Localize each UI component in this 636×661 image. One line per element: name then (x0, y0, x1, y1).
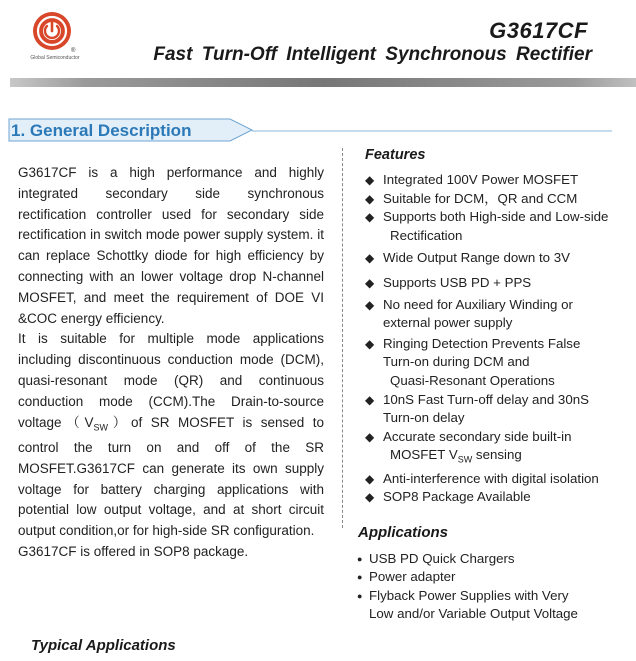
feature-item: ◆ Suitable for DCM，QR and CCM (365, 190, 633, 209)
application-item: ● USB PD Quick Chargers (357, 550, 632, 568)
column-divider (342, 148, 343, 528)
application-item: ● Flyback Power Supplies with Very Low and/or Variable Output Voltage (357, 587, 632, 624)
feature-item: ◆ Supports both High-side and Low-side Rectification (365, 208, 633, 245)
power-logo-icon (31, 10, 77, 54)
feature-item: ◆ No need for Auxiliary Winding or external power supply (365, 296, 633, 333)
description-paragraph-1: G3617CF is a high performance and highly integrated secondary side synchronous rectification controller used for secondary side rectification in switch mode power supply system. it can replace Schottky diode for high efficiency by connecting with an lower voltage drop N-channel MOSFET, and meet the requirement of DOE VI &COC energy efficiency. (18, 165, 324, 326)
feature-item: ◆ Wide Output Range down to 3V (365, 249, 633, 268)
logo-text: Global Semiconductor (30, 55, 80, 61)
feature-item: ◆ SOP8 Package Available (365, 488, 633, 507)
applications-list (357, 550, 632, 624)
document-subtitle: Fast Turn-Off Intelligent Synchronous Rectifier (153, 44, 592, 65)
description-text (18, 163, 324, 563)
typical-applications-heading: Typical Applications (31, 637, 176, 654)
svg-text:®: ® (71, 48, 76, 54)
part-number: G3617CF (489, 18, 588, 43)
feature-item: ◆ Supports USB PD + PPS (365, 274, 633, 293)
feature-item: ◆ 10nS Fast Turn-off delay and 30nS Turn-on delay (365, 391, 633, 428)
company-logo (25, 10, 83, 60)
applications-heading: Applications (358, 524, 449, 541)
description-paragraph-3: G3617CF is offered in SOP8 package. (18, 544, 249, 560)
features-list (365, 171, 633, 507)
general-description (18, 163, 324, 563)
description-paragraph-2: It is suitable for multiple mode applications including discontinuous conduction mode (DCM), quasi-resonant mode (QR) and continuous conduction mode (CCM).The Drain-to-source $voltage(V_{SW})of$ SR MOSFET is sensed to control the turn on and off of the SR MOSFET.G3617CF can generate its own supply voltage for battery charging applications with potential low output voltage, and at short circuit output condition,or for high-side SR configuration. (18, 331, 324, 539)
features-heading: Features (365, 147, 426, 163)
feature-item: ◆ Integrated 100V Power MOSFET (365, 171, 633, 190)
application-item: ● Power adapter (357, 568, 632, 586)
feature-item: ◆ Accurate secondary side built-in MOSFET $V_{SW}$ sensing (365, 428, 633, 470)
header-divider-bar (10, 78, 636, 87)
feature-item: ◆ Anti-interference with digital isolation (365, 470, 633, 489)
feature-item: ◆ Ringing Detection Prevents False Turn-on during DCM and Quasi-Resonant Operations (365, 335, 633, 391)
section-title: 1. General Description (11, 121, 192, 140)
